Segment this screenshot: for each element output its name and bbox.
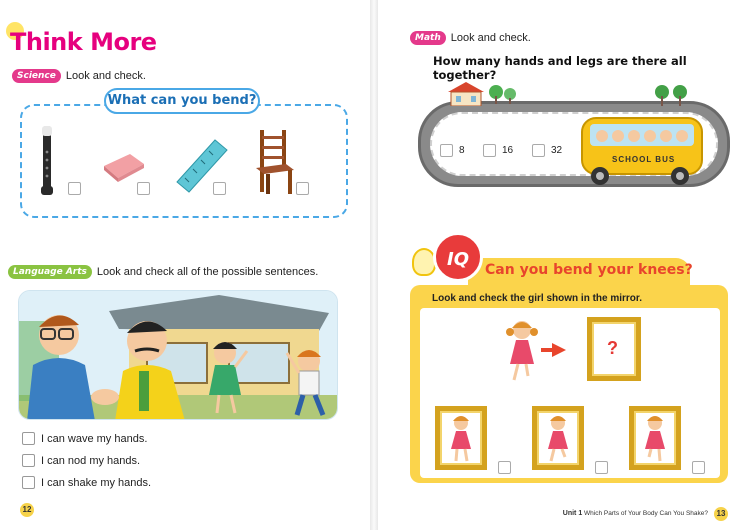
girl-reflection-icon [537,411,579,465]
girl-figure-icon [502,318,542,384]
school-bus-icon [578,110,708,188]
language-arts-instruction: Look and check all of the possible sentences. [96,266,319,278]
checkbox-mirror-1[interactable] [498,461,511,474]
recorder-icon [38,124,56,198]
checkbox-sentence-1[interactable] [22,432,35,445]
mirror-option-3 [629,406,681,470]
sentence-text-2: I can nod my hands. [41,454,141,467]
school-bus-label: SCHOOL BUS [612,155,676,164]
house-icon [446,82,486,106]
science-instruction: Look and check. [65,70,146,82]
question-mark: ? [607,338,618,358]
math-instruction-row [410,31,531,45]
mystery-mirror [587,317,641,381]
science-instruction-row [12,69,146,83]
checkbox-sentence-2[interactable] [22,454,35,467]
checkbox-mirror-2[interactable] [595,461,608,474]
checkbox-option-32[interactable] [532,144,545,157]
mirror-option-1 [435,406,487,470]
iq-badge: IQ [433,232,483,282]
unit-footer [563,510,708,517]
scene-drawing [19,291,338,420]
sentence-option-3[interactable] [22,476,151,489]
left-page [0,0,370,530]
checkbox-chair[interactable] [296,182,309,195]
option-label-16: 16 [502,145,514,156]
left-page-number: 12 [20,503,34,517]
checkbox-recorder[interactable] [68,182,81,195]
chair-icon [252,128,296,196]
iq-heading: Can you bend your knees? [485,262,693,278]
checkbox-option-8[interactable] [440,144,453,157]
language-arts-instruction-row [8,265,318,279]
sentence-option-2[interactable] [22,454,140,467]
greeting-scene-illustration [18,290,338,420]
option-label-8: 8 [459,145,465,156]
option-label-32: 32 [551,145,563,156]
language-arts-tag: Language Arts [8,265,92,279]
math-option-3[interactable] [532,144,562,157]
tree-icon [488,82,518,106]
right-page-number: 13 [714,503,728,521]
checkbox-eraser[interactable] [137,182,150,195]
math-instruction: Look and check. [450,32,531,44]
right-arrow-icon [552,343,566,357]
sentence-option-1[interactable] [22,432,147,445]
math-question: How many hands and legs are there all together? [433,54,687,82]
math-tag: Math [410,31,446,45]
science-tag: Science [12,69,61,83]
iq-instruction: Look and check the girl shown in the mirror. [432,293,643,304]
checkbox-ruler[interactable] [213,182,226,195]
bend-box-title: What can you bend? [104,88,260,114]
think-more-title: Think More [10,28,157,56]
mirror-option-2 [532,406,584,470]
trees-icon [652,84,692,106]
checkbox-mirror-3[interactable] [692,461,705,474]
girl-reflection-icon [440,411,482,465]
sentence-text-1: I can wave my hands. [41,432,148,445]
book-spine [370,0,378,530]
girl-reflection-icon [634,411,676,465]
math-option-2[interactable] [483,144,513,157]
eraser-icon [100,150,148,184]
unit-title: Which Parts of Your Body Can You Shake? [584,510,708,517]
sentence-text-3: I can shake my hands. [41,476,152,489]
checkbox-sentence-3[interactable] [22,476,35,489]
checkbox-option-16[interactable] [483,144,496,157]
unit-label: Unit 1 [562,510,583,517]
math-option-1[interactable] [440,144,465,157]
arrow-tail [541,348,552,352]
